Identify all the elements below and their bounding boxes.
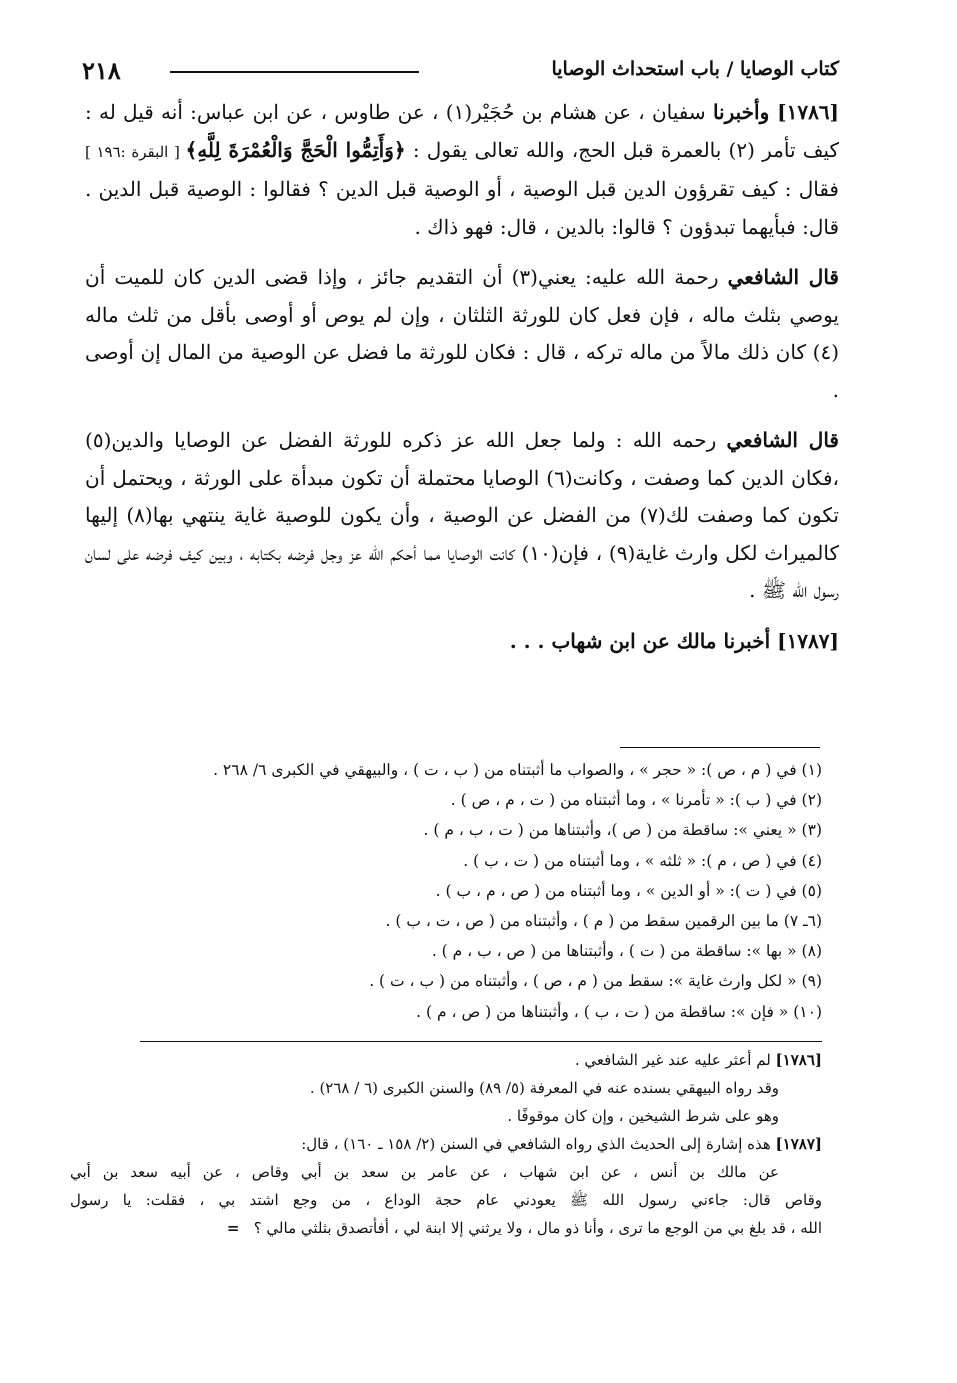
- footnote: (٦ـ ٧) ما بين الرقمين سقط من ( م ) ، وأثبتناه من ( ص ، ت ، ب ) .: [385, 912, 822, 931]
- footnote: (١) في ( م ، ص ): « حجر » ، والصواب ما أثبتناه من ( ب ، ت ) ، والبيهقي في الكبرى ٦/ ٢٦٨ .: [213, 761, 822, 779]
- commentary-line: وهو على شرط الشيخين ، وإن كان موقوفًا .: [507, 1107, 779, 1125]
- paragraph-text: رحمه الله : ولما جعل الله عز ذكره للورثة الفضل عن الوصايا والدين(٥) ،فكان الدين كما وصفت ، وكانت(٦) الوصايا محتملة أن تكون مبدأة على الورثة ، ويحتمل أن تكون كما وصفت لك(٧) من الفضل عن الوصية ، وأن يكون للوصية غاية ينتهي بها(٨) إليها كالميراث لكل وارث غاية(٩) ، فإن(١٠) كانت الوصايا مما أحكم الله عز وجل فرضه بكتابه ، وبين كيف فرضه على لسان رسول الله ﷺ .: [85, 428, 839, 602]
- paragraph-text: رحمة الله عليه: يعني(٣) أن التقديم جائز ، وإذا قضى الدين كان للميت أن يوصي بثلث ماله ، فإن فعل كان للورثة الثلثان ، وإن لم يوص أو أوصى بأقل من ثلث ماله (٤) كان ذلك مالاً من ماله تركه ، قال : فكان للورثة ما فضل عن الوصية من المال إن أوصى .: [85, 265, 839, 402]
- commentary-number: [١٧٨٧]: [775, 1135, 822, 1153]
- footnote: (٤) في ( ص ، م ): « ثلثه » ، وما أثبتناه من ( ت ، ب ) .: [463, 851, 822, 870]
- footnote: (٥) في ( ت ): « أو الدين » ، وما أثبتناه من ( ص ، م ، ب ) .: [435, 881, 822, 900]
- footnote: (٢) في ( ب ): « تأمرنا » ، وما أثبتناه من ( ت ، م ، ص ) .: [450, 791, 822, 810]
- footnote: (٣) « يعني »: ساقطة من ( ص )، وأثبتناها من ( ت ، ب ، م ) .: [423, 821, 822, 840]
- paragraph-shafii-2: [85, 422, 839, 610]
- paragraph-lead: [١٧٨٦] وأخبرنا: [712, 100, 840, 124]
- page-header: [82, 52, 839, 92]
- page-number: ٢١٨: [82, 56, 121, 85]
- paragraph-shafii-1: [85, 259, 839, 409]
- paragraph-lead: قال الشافعي: [726, 428, 839, 452]
- commentary-line: عن مالك بن أنس ، عن ابن شهاب ، عن عامر بن سعد بن أبي وقاص ، عن أبيه سعد بن أبي: [70, 1163, 779, 1181]
- quran-verse: ﴿وَأَتِمُّوا الْحَجَّ وَالْعُمْرَةَ لِلَّهِ﴾: [185, 137, 406, 162]
- header-title: كتاب الوصايا / باب استحداث الوصايا: [551, 58, 839, 80]
- footnote: (١٠) « فإن »: ساقطة من ( ت ، ب ) ، وأثبتناها من ( ص ، م ) .: [416, 1002, 822, 1021]
- commentary-line: [70, 1214, 822, 1242]
- commentary-line: [70, 1130, 822, 1158]
- footnote: (٩) « لكل وارث غاية »: سقط من ( م ، ص ) ، وأثبتناه من ( ب ، ت ) .: [369, 972, 822, 991]
- paragraph-text: فقال : كيف تقرؤون الدين قبل الوصية ، أو الوصية قبل الدين ؟ فقالوا : الوصية قبل الدين . قال: فبأيهما تبدؤون ؟ قالوا: بالدين ، قال: فهو ذاك .: [85, 177, 839, 239]
- paragraph-1787: [١٧٨٧] أخبرنا مالك عن ابن شهاب . . .: [509, 628, 839, 653]
- paragraph-text: سفيان ، عن هشام بن حُجَيْر(١) ، عن طاوس ، عن ابن عباس: أنه قيل له : كيف تأمر (٢) بالعمرة قبل الحج، والله تعالى يقول :: [85, 100, 840, 162]
- commentary-line: [70, 1046, 822, 1074]
- footnotes: [110, 755, 822, 1027]
- continuation-marker: =: [226, 1219, 240, 1237]
- commentary: [70, 1046, 822, 1242]
- commentary-line: وقاص قال: جاءني رسول الله ﷺ يعودني عام حجة الوداع ، من وجع اشتد بي ، فقلت: يا رسول: [70, 1191, 822, 1209]
- commentary-separator: [140, 1041, 822, 1042]
- commentary-text: الله ، قد بلغ بي من الوجع ما ترى ، وأنا ذو مال ، ولا يرثني إلا ابنة لي ، أفأتصدق بثلثي مالي ؟: [253, 1219, 822, 1237]
- commentary-number: [١٧٨٦]: [775, 1051, 822, 1069]
- footnote: (٨) « بها »: ساقطة من ( ت ) ، وأثبتناها من ( ص ، ب ، م ) .: [431, 942, 822, 961]
- verse-reference: [ البقرة :١٩٦ ]: [85, 142, 186, 161]
- commentary-text: هذه إشارة إلى الحديث الذي رواه الشافعي في السنن (٢/ ١٥٨ ـ ١٦٠) ، قال:: [301, 1135, 776, 1153]
- paragraph-1786: [85, 94, 839, 246]
- footnote-separator: [620, 747, 820, 748]
- main-text: [85, 94, 839, 673]
- header-rule: [170, 71, 419, 73]
- commentary-line: وقد رواه البيهقي بسنده عنه في المعرفة (٥/ ٨٩) والسنن الكبرى (٦ / ٢٦٨) .: [309, 1079, 779, 1097]
- paragraph-lead: قال الشافعي: [727, 265, 839, 289]
- commentary-text: لم أعثر عليه عند غير الشافعي .: [574, 1051, 776, 1069]
